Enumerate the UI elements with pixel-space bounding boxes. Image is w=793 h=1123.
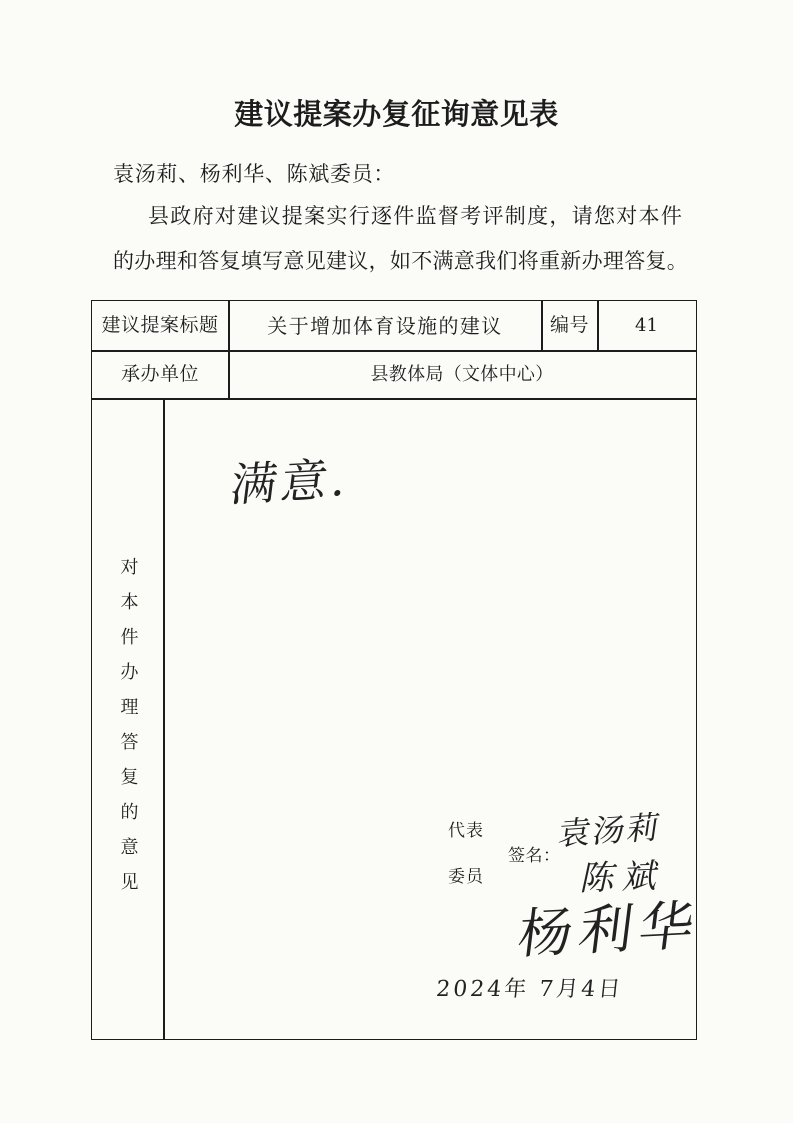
proposal-title-value: 关于增加体育设施的建议 [267, 313, 503, 338]
salutation: 袁汤莉、杨利华、陈斌委员： [113, 162, 396, 186]
signed-date: 2024年 7月4日 [434, 977, 625, 1002]
representative-label: 代表 [448, 821, 484, 841]
handwritten-opinion: 满意. [227, 451, 354, 512]
committee-member-label: 委员 [448, 867, 484, 887]
proposal-title-label: 建议提案标题 [101, 314, 219, 336]
proposal-number-label: 编号 [549, 314, 589, 336]
table-rule-row3-col1 [163, 398, 165, 1039]
opinion-label-vertical: 对本件办理答复的意见 [117, 557, 139, 907]
handling-unit-label: 承办单位 [120, 363, 199, 385]
proposal-number-value: 41 [635, 314, 658, 336]
form-title: 建议提案办复征询意见表 [234, 97, 559, 131]
signature-1: 袁汤莉 [555, 807, 665, 853]
handling-unit-value: 县教体局（文体中心） [370, 363, 554, 385]
signature-3: 杨利华 [514, 893, 704, 966]
opinion-label-cell [92, 557, 163, 917]
table-rule-row2-bottom [92, 398, 696, 400]
signature-label: 签名： [508, 846, 561, 866]
body-line-1: 县政府对建议提案实行逐件监督考评制度，请您对本件 [148, 204, 684, 228]
body-line-2: 的办理和答复填写意见建议，如不满意我们将重新办理答复。 [113, 249, 689, 273]
signature-2: 陈斌 [577, 856, 671, 899]
